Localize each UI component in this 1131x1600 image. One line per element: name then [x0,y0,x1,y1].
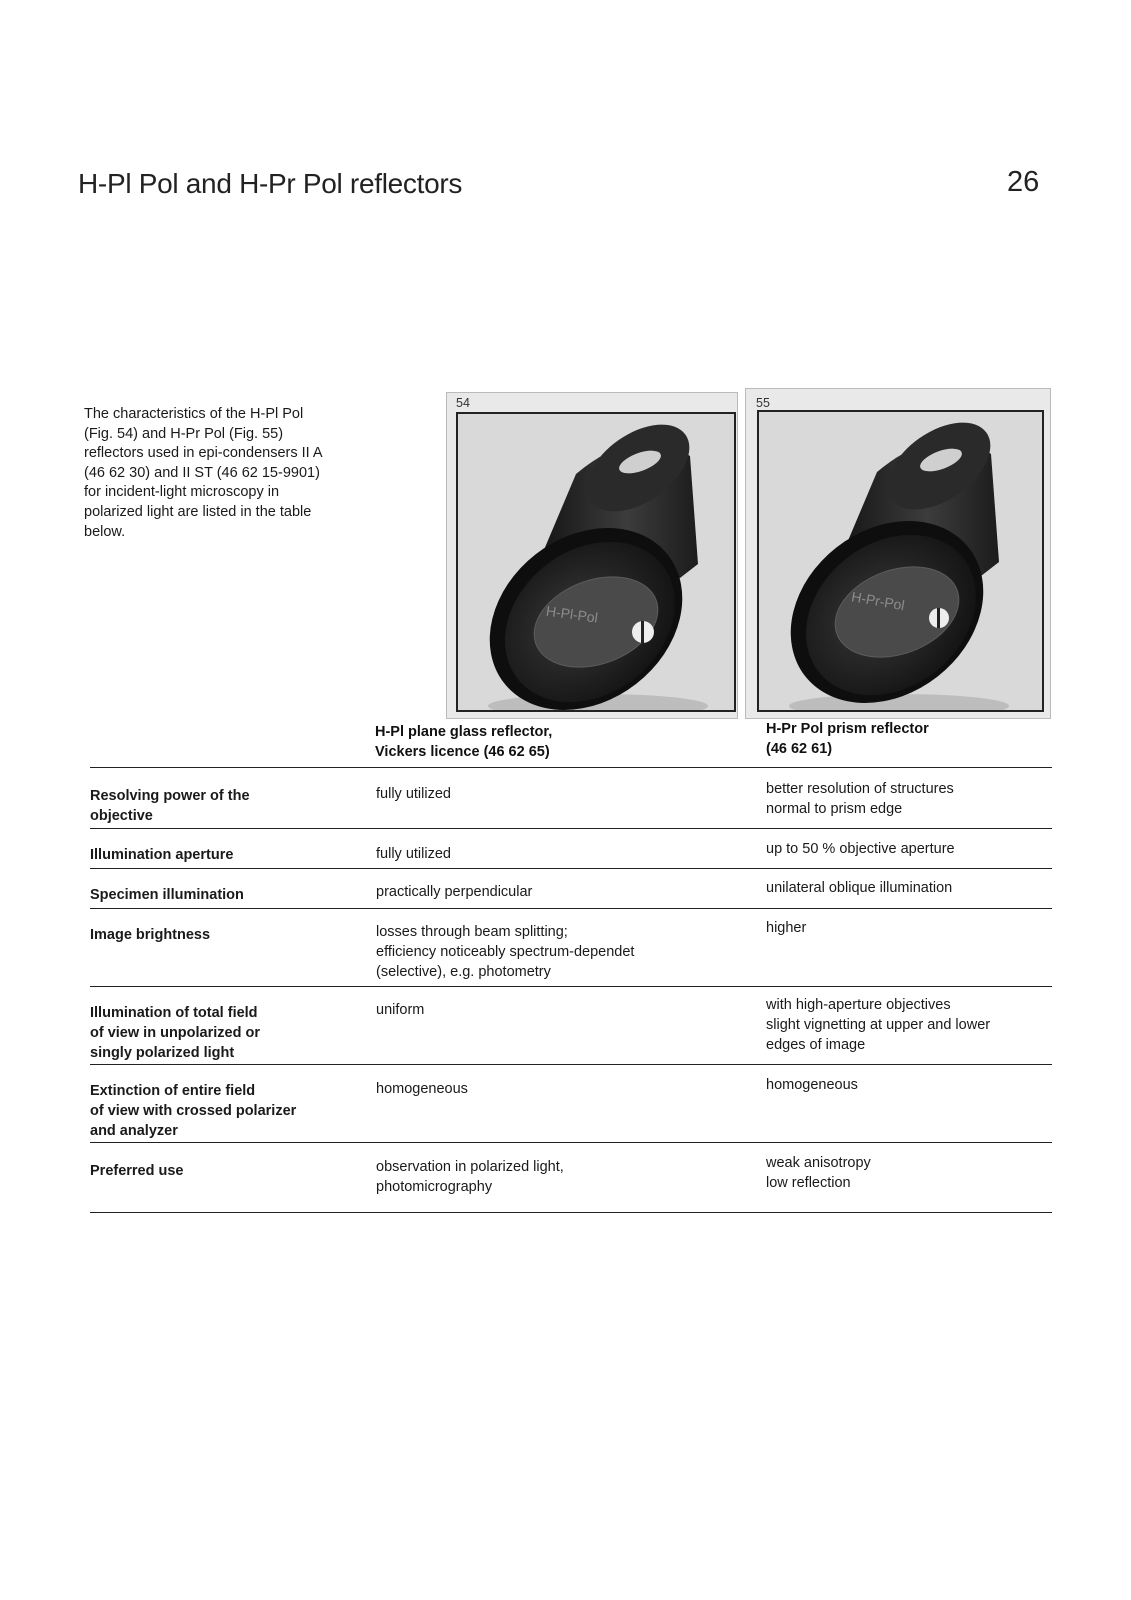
label-line: Preferred use [90,1163,184,1179]
column-header-line: Vickers licence (46 62 65) [375,744,550,760]
intro-line: The characteristics of the H-Pl Pol [84,406,304,422]
table-cell-pl [376,1000,716,1020]
intro-paragraph [84,405,374,542]
intro-line: (46 62 30) and II ST (46 62 15-9901) [84,464,320,481]
cell-line: up to 50 % objective aperture [766,841,955,857]
label-line: singly polarized light [90,1045,235,1061]
table-row-label [90,885,340,905]
cell-line: observation in polarized light, [376,1159,564,1175]
table-row-label [90,1081,340,1141]
table-rule [90,1212,1052,1213]
table-cell-pl [376,882,716,902]
table-cell-pr [766,995,1056,1055]
figure-55-number: 55 [756,396,770,410]
column-header-line: H-Pr Pol prism reflector [766,721,929,737]
reflector-pl-illustration [458,414,734,710]
cell-line: photomicrography [376,1179,493,1195]
table-cell-pl [376,1157,716,1197]
cell-line: homogeneous [766,1077,858,1093]
table-rule [90,908,1052,909]
column-header-line: H-Pl plane glass reflector, [375,724,553,740]
table-row-label [90,1161,340,1181]
table-cell-pr [766,779,1056,819]
table-cell-pl [376,844,716,864]
cell-line: unilateral oblique illumination [766,880,953,896]
table-cell-pl [376,784,716,804]
table-rule [90,868,1052,869]
column-header-pr [766,719,1056,759]
label-line: Illumination of total field [90,1005,258,1021]
label-line: Illumination aperture [90,847,234,863]
cell-line: efficiency noticeably spectrum-dependet [376,944,635,960]
table-row-label [90,1003,340,1063]
label-line: Resolving power of the [90,788,250,804]
figure-54-number: 54 [456,396,470,410]
table-rule [90,986,1052,987]
intro-line: for incident-light microscopy in [84,484,280,501]
label-line: of view in unpolarized or [90,1025,260,1041]
page-title: H-Pl Pol and H-Pr Pol reflectors [78,168,463,199]
label-line: Extinction of entire field [90,1083,256,1099]
cell-line: slight vignetting at upper and lower [766,1017,991,1033]
table-cell-pr [766,1153,1056,1193]
label-line: and analyzer [90,1123,178,1139]
table-row-label [90,845,340,865]
table-rule [90,828,1052,829]
cell-line: edges of image [766,1037,866,1053]
table-row-label [90,925,340,945]
cell-line: fully utilized [376,786,451,802]
cell-line: homogeneous [376,1081,468,1097]
table-cell-pr [766,1075,1056,1095]
table-rule [90,1064,1052,1065]
column-header-pl [375,722,715,762]
figure-55-photo [757,410,1044,712]
cell-line: better resolution of structures [766,781,954,797]
cell-line: low reflection [766,1175,851,1191]
label-line: Image brightness [90,927,211,943]
column-header-line: (46 62 61) [766,741,833,757]
cell-line: losses through beam splitting; [376,924,568,940]
table-cell-pl [376,1079,716,1099]
intro-line: polarized light are listed in the table [84,503,312,520]
intro-line: below. [84,523,126,540]
figure-54-photo [456,412,736,712]
cell-line: with high-aperture objectives [766,997,951,1013]
cell-line: fully utilized [376,846,451,862]
table-cell-pr [766,918,1056,938]
intro-line: (Fig. 54) and H-Pr Pol (Fig. 55) [84,425,284,442]
intro-line: reflectors used in epi-condensers II A [84,445,323,462]
reflector-pr-illustration [759,412,1042,710]
engraving-text: H-Pl-Pol [545,602,599,626]
cell-line: weak anisotropy [766,1155,871,1171]
cell-line: (selective), e.g. photometry [376,964,551,980]
cell-line: practically perpendicular [376,884,533,900]
page-number: 26 [1007,166,1040,198]
label-line: Specimen illumination [90,887,244,903]
cell-line: higher [766,920,807,936]
table-cell-pr [766,839,1056,859]
table-row-label [90,786,340,826]
table-cell-pr [766,878,1056,898]
engraving-text: H-Pr-Pol [850,588,906,614]
table-rule [90,1142,1052,1143]
cell-line: uniform [376,1002,425,1018]
table-cell-pl [376,922,716,982]
label-line: objective [90,808,153,824]
table-rule [90,767,1052,768]
label-line: of view with crossed polarizer [90,1103,297,1119]
cell-line: normal to prism edge [766,801,903,817]
